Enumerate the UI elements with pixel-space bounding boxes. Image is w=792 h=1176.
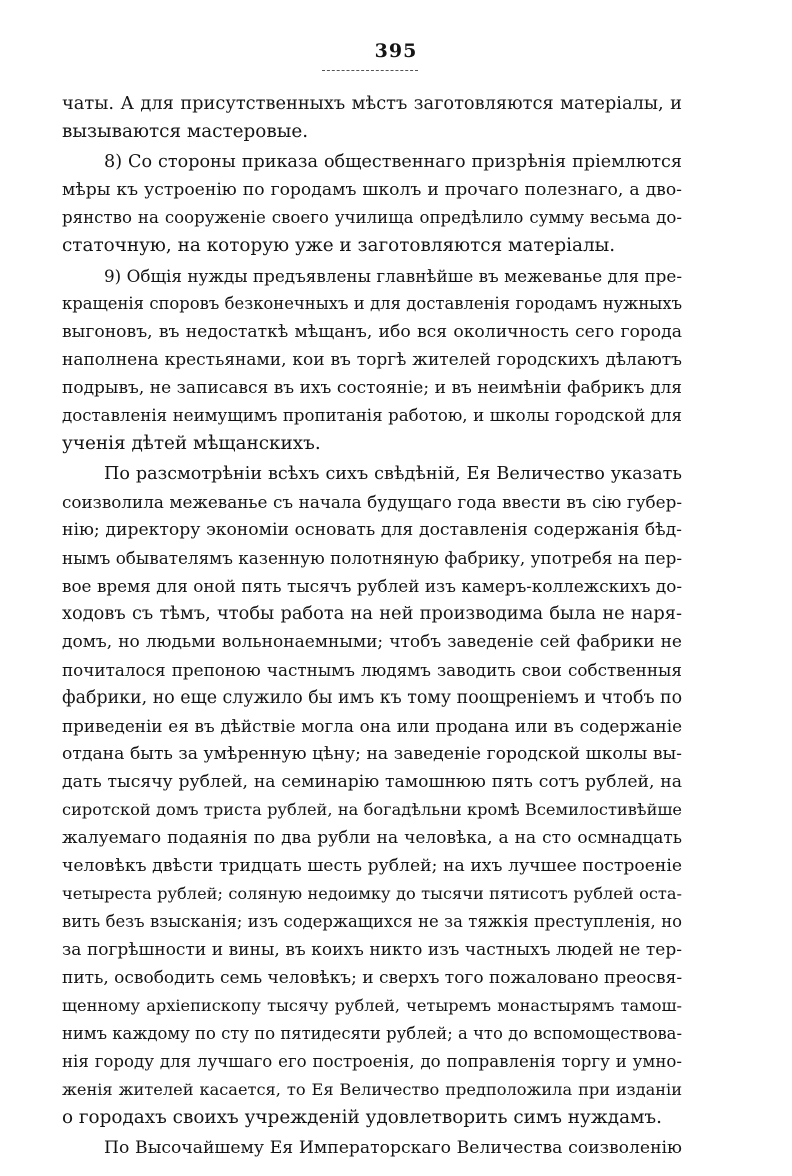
text-line: сиротской домъ триста рублей, на богадѣльни кромѣ Всемилостивѣйше <box>62 800 682 819</box>
text-line: четыреста рублей; соляную недоимку до тысячи пятисотъ рублей оста- <box>62 884 682 903</box>
page-number: 395 <box>374 40 418 62</box>
text-line: фабрики, но еще служило бы имъ къ тому поощреніемъ и чтобъ по <box>62 688 682 708</box>
text-line: нія городу для лучшаго его построенія, до поправленія торгу и умно- <box>62 1052 682 1071</box>
text-line: женія жителей касается, то Ея Величество предположила при изданіи <box>62 1080 682 1099</box>
text-line: щенному архіепископу тысячу рублей, четыремъ монастырямъ тамош- <box>62 996 682 1015</box>
text-line: вое время для оной пять тысячъ рублей изъ камеръ-коллежскихъ до- <box>62 576 682 596</box>
text-line: вызываются мастеровые. <box>62 121 309 142</box>
text-line: доставленія неимущимъ пропитанія работою, и школы городской для <box>62 406 682 425</box>
text-line: нымъ обывателямъ казенную полотняную фабрику, употребя на пер- <box>62 548 682 568</box>
text-line: о городахъ своихъ учрежденій удовлетворить симъ нуждамъ. <box>62 1107 662 1128</box>
text-line: статочную, на которую уже и заготовляются матеріалы. <box>62 235 616 256</box>
text-line: ходовъ съ тѣмъ, чтобы работа на ней производима была не наря- <box>62 603 682 624</box>
text-line: ученія дѣтей мѣщанскихъ. <box>62 433 321 454</box>
text-line: вить безъ взысканія; изъ содержащихся не за тяжкія преступленія, но <box>62 912 682 931</box>
text-line: жалуемаго подаянія по два рубли на человѣка, а на сто осмнадцать <box>62 828 682 848</box>
text-line: По разсмотрѣніи всѣхъ сихъ свѣдѣній, Ея Величество указать <box>104 464 682 484</box>
text-line: пить, освободить семь человѣкъ; и сверхъ того пожаловано преосвя- <box>62 968 682 988</box>
text-line: нію; директору экономіи основать для доставленія содержанія бѣд- <box>62 520 682 540</box>
text-line: мѣры къ устроенію по городамъ школъ и прочаго полезнаго, а дво- <box>62 180 682 200</box>
text-line: почиталося препоною частнымъ людямъ заводить свои собственныя <box>62 660 682 680</box>
text-line: за погрѣшности и вины, въ коихъ никто изъ частныхъ людей не тер- <box>62 940 682 960</box>
text-line: кращенія споровъ безконечныхъ и для доставленія городамъ нужныхъ <box>62 294 682 313</box>
text-line: 9) Общія нужды предъявлены главнѣйше въ межеванье для пре- <box>104 266 682 286</box>
header-rule <box>322 70 418 71</box>
text-line: отдана быть за умѣренную цѣну; на заведеніе городской школы вы- <box>62 744 682 764</box>
text-line: человѣкъ двѣсти тридцать шесть рублей; на ихъ лучшее построеніе <box>62 856 682 876</box>
text-line: 8) Со стороны приказа общественнаго призрѣнія пріемлются <box>104 152 682 172</box>
text-line: домъ, но людьми вольнонаемными; чтобъ заведеніе сей фабрики не <box>62 632 682 652</box>
text-line: подрывъ, не записався въ ихъ состояніе; и въ неимѣніи фабрикъ для <box>62 378 682 398</box>
text-line: соизволила межеванье съ начала будущаго года ввести въ сію губер- <box>62 492 682 512</box>
text-line: рянство на сооруженіе своего училища опредѣлило сумму весьма до- <box>62 208 682 227</box>
text-line: По Высочайшему Ея Императорскаго Величества соизволенію <box>104 1138 682 1158</box>
text-line: приведеніи ея въ дѣйствіе могла она или продана или въ содержаніе <box>62 716 682 736</box>
text-line: выгоновъ, въ недостаткѣ мѣщанъ, ибо вся околичность сего города <box>62 322 682 342</box>
text-line: нимъ каждому по сту по пятидесяти рублей; а что до вспомоществова- <box>62 1024 682 1043</box>
text-line: дать тысячу рублей, на семинарію тамошнюю пять сотъ рублей, на <box>62 772 682 792</box>
text-line: чаты. А для присутственныхъ мѣстъ заготовляются матеріалы, и <box>62 93 682 114</box>
text-line: наполнена крестьянами, кои въ торгѣ жителей городскихъ дѣлаютъ <box>62 350 682 370</box>
